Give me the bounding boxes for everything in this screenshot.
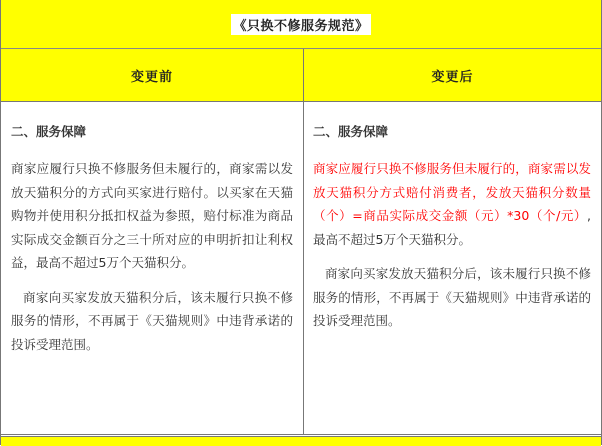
after-paragraph-1 — [313, 157, 591, 251]
after-paragraph-1-tail: ,最高不超过5万个天猫积分。 — [313, 208, 591, 247]
after-paragraph-2: 商家向买家发放天猫积分后，该未履行只换不修服务的情形，不再属于《天猫规则》中违背承诺的投诉受理范围。 — [313, 266, 591, 328]
header-before: 变更前 — [1, 49, 304, 101]
content-row — [1, 102, 601, 435]
before-paragraph-2: 商家向买家发放天猫积分后，该未履行只换不修服务的情形，不再属于《天猫规则》中违背承诺的投诉受理范围。 — [11, 289, 293, 352]
header-after: 变更后 — [431, 69, 474, 85]
document-title: 《只换不修服务规范》 — [231, 14, 370, 35]
after-section-heading: 二、服务保障 — [313, 124, 389, 139]
before-column — [1, 102, 304, 434]
after-column — [304, 102, 601, 434]
after-paragraph-1-highlight: 商家应履行只换不修服务但未履行的，商家需以发放天猫积分方式赔付消费者，发放天猫积分数量（个）=商品实际成交金额（元）*30（个/元） — [313, 161, 591, 223]
table-title-row — [1, 0, 601, 49]
before-paragraph-1: 商家应履行只换不修服务但未履行的，商家需以发放天猫积分的方式向买家进行赔付。以买家在天猫购物并使用积分抵扣权益为参照，赔付标准为商品实际成交金额百分之三十所对应的申明折扣让利权益，最高不超过5万个天猫积分。 — [11, 161, 293, 270]
column-header-row — [1, 49, 601, 102]
before-section-heading: 二、服务保障 — [11, 124, 87, 139]
